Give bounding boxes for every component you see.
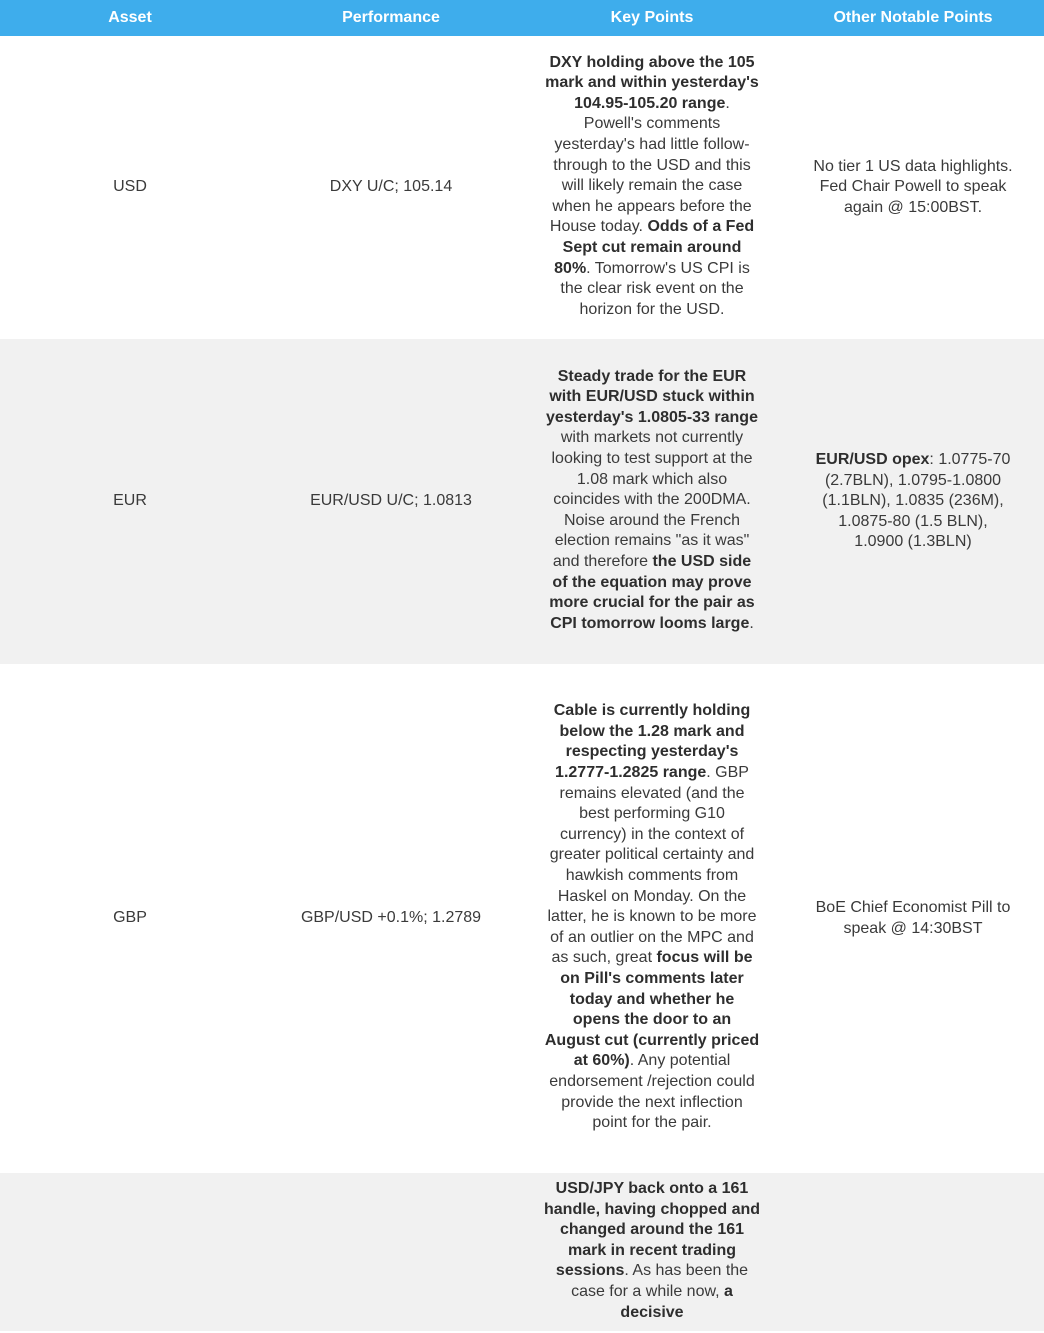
other-notes-text [813,898,1013,939]
header-row [0,0,1044,36]
performance-cell [260,1173,522,1331]
table-row-jpy [0,1173,1044,1331]
body-text: . Tomorrow's US CPI is the clear risk event on the horizon for the USD. [560,259,750,318]
body-text: . Any potential endorsement /rejection could provide the next inflection point for the pair. [549,1052,755,1132]
asset-cell: USD [113,178,147,196]
key-points-text [544,701,760,1133]
other-notes-cell [782,36,1044,339]
emphasis-text: DXY holding above the 105 mark and within yesterday's 104.95-105.20 range [545,53,759,112]
header-asset: Asset [0,0,260,36]
other-notes-cell [782,1173,1044,1331]
body-text: No tier 1 US data highlights. Fed Chair Powell to speak again @ 15:00BST. [813,157,1013,216]
other-notes-cell [782,339,1044,664]
table-header [0,0,1044,36]
table-row-eur [0,339,1044,664]
emphasis-text: a decisive [620,1282,733,1321]
emphasis-text: focus will be on Pill's comments later today and whether he opens the door to an August cut (currently priced at 60%) [544,949,760,1070]
emphasis-text: Cable is currently holding below the 1.28 mark and respecting yesterday's 1.2777-1.2825 range [553,702,751,782]
performance-cell: DXY U/C; 105.14 [329,178,453,196]
asset-cell [0,1173,260,1331]
body-text: . Powell's comments yesterday's had little follow-through to the USD and this will likely remain the case when he appears before the House today. [549,94,752,236]
emphasis-text: EUR/USD opex [815,451,930,469]
body-text: with markets not currently looking to test support at the 1.08 mark which also coincides with the 200DMA. Noise around the French election remains "as it was" and therefore [551,429,753,570]
header-key-points: Key Points [522,0,782,36]
table-row-usd [0,36,1044,339]
performance-cell: GBP/USD +0.1%; 1.2789 [300,909,482,927]
body-text: . GBP remains elevated (and the best performing G10 currency) in the context of greater political certainty and hawkish comments from Haskel on Monday. On the latter, he is known to be more of an outlier on the MPC and as such, great [547,764,757,967]
key-points-cell [522,1173,782,1331]
key-points-cell [522,339,782,664]
asset-cell: EUR [0,339,260,664]
emphasis-text: Odds of a Fed Sept cut remain around 80% [554,218,755,277]
key-points-text [544,367,760,635]
key-points-cell [522,36,782,339]
performance-cell: EUR/USD U/C; 1.0813 [260,339,522,664]
key-points-text [544,53,760,321]
body-text: . [749,614,754,632]
header-performance: Performance [260,0,522,36]
other-notes-text [813,450,1013,553]
emphasis-text: the USD side of the equation may prove more crucial for the pair as CPI tomorrow looms large [549,552,755,632]
header-other-notable-points: Other Notable Points [782,0,1044,36]
key-points-cell [522,664,782,1173]
table-row-gbp [0,664,1044,1173]
other-notes-cell [782,664,1044,1173]
other-notes-text [813,157,1013,219]
key-points-text [544,1179,760,1323]
emphasis-text: USD/JPY back onto a 161 handle, having chopped and changed around the 161 mark in recent trading sessions [544,1180,761,1280]
emphasis-text: Steady trade for the EUR with EUR/USD stuck within yesterday's 1.0805-33 range [546,367,758,426]
body-text: . As has been the case for a while now, [571,1262,749,1300]
body-text: : 1.0775-70 (2.7BLN), 1.0795-1.0800 (1.1BLN), 1.0835 (236M), 1.0875-80 (1.5 BLN), 1.0900 (1.3BLN) [822,451,1011,551]
asset-cell: GBP [113,909,147,927]
body-text: BoE Chief Economist Pill to speak @ 14:30BST [815,898,1011,937]
